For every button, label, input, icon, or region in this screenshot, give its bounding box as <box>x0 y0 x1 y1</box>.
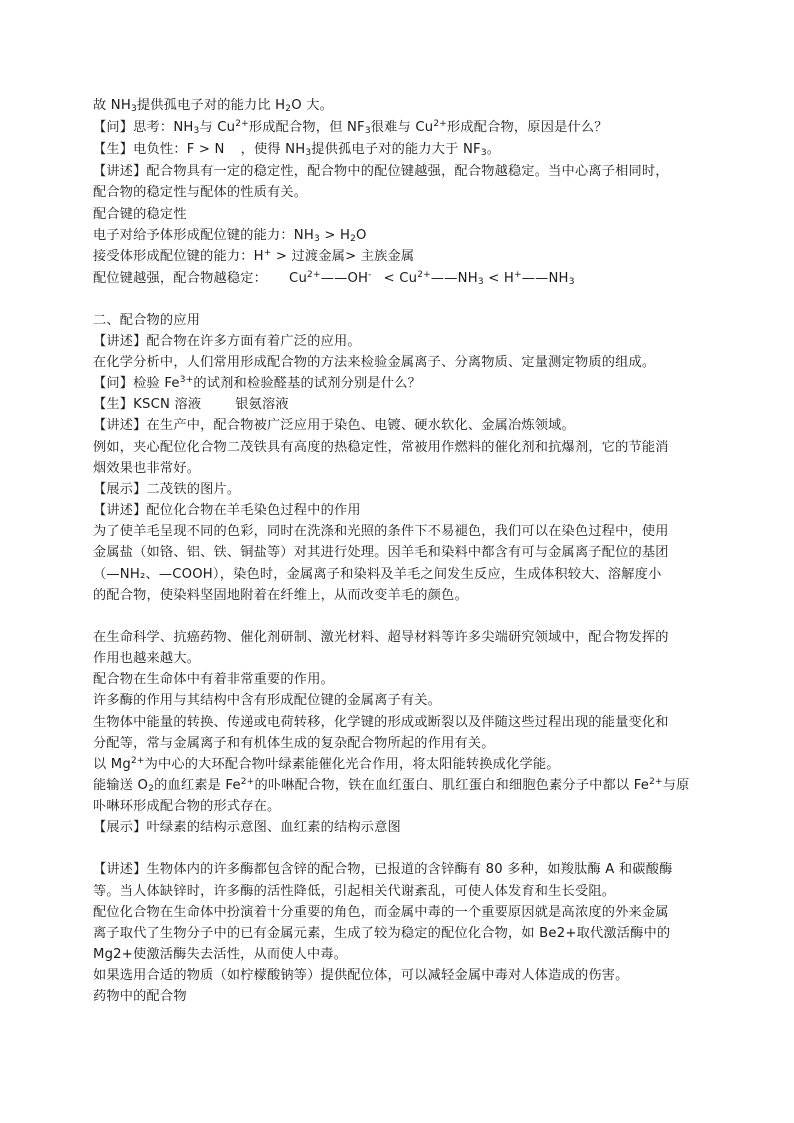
text-line: 配合物在生命体中有着非常重要的作用。 <box>93 672 334 687</box>
text-line: 配位化合物在生命体中扮演着十分重要的角色，而金属中毒的一个重要原因就是高浓度的外来金属 <box>93 905 669 920</box>
student-answer-line: 【生】电负性：F > N ，使得 $NH_3$提供孤电子对的能力大于 $NF_3$。 <box>93 142 501 158</box>
subheading: 药物中的配合物 <box>93 989 187 1004</box>
question-line: 【问】思考：$NH_3$与 $Cu^{2+}$形成配合物，但 $NF_3$很难与 $Cu^{2+}$形成配合物，原因是什么？ <box>93 119 608 136</box>
lecture-line: 【讲述】配合物具有一定的稳定性，配合物中的配位键越强，配合物越稳定。当中心离子相同时， <box>93 164 669 179</box>
text-line: 在化学分析中，人们常用形成配合物的方法来检验金属离子、分离物质、定量测定物质的组成。 <box>93 355 656 370</box>
lecture-line: 【讲述】配位化合物在羊毛染色过程中的作用 <box>93 503 361 518</box>
text-line: 能输送 $O_2$的血红素是 $Fe^{2+}$的卟啉配合物，铁在血红蛋白、肌红蛋白和细胞色素分子中都以 $Fe^{2+}$与原 <box>93 777 690 794</box>
display-line: 【展示】二茂铁的图片。 <box>93 482 241 497</box>
text-line: 等。当人体缺锌时，许多酶的活性降低，引起相关代谢紊乱，可使人体发育和生长受阻。 <box>93 884 616 899</box>
subheading: 配合键的稳定性 <box>93 207 187 222</box>
text-line: 烟效果也非常好。 <box>93 461 201 476</box>
text-line: 配合物的稳定性与配体的性质有关。 <box>93 185 308 200</box>
text-line: Mg2+使激活酶失去活性，从而使人中毒。 <box>93 947 348 962</box>
text-line: 离子取代了生物分子中的已有金属元素，生成了较为稳定的配位化合物，如 Be2+取代激活酶中的 <box>93 926 671 941</box>
text-line: 作用也越来越大。 <box>93 651 201 666</box>
text-line: 分配等，常与金属离子和有机体生成的复杂配合物所起的作用有关。 <box>93 736 495 751</box>
text-line: 如果选用合适的物质（如柠檬酸钠等）提供配位体，可以减轻金属中毒对人体造成的伤害。 <box>93 968 629 983</box>
text-line: （—NH₂、—COOH），染色时，金属离子和染料及羊毛之间发生反应，生成体积较大、溶解度小 <box>93 567 662 582</box>
text-line: 在生命科学、抗癌药物、催化剂研制、激光材料、超导材料等许多尖端研究领域中，配合物发挥的 <box>93 630 669 645</box>
text-line: 金属盐（如铬、铝、铁、铜盐等）对其进行处理。因羊毛和染料中都含有可与金属离子配位的基团 <box>93 545 669 560</box>
section-heading: 二、配合物的应用 <box>93 313 201 328</box>
text-line: 许多酶的作用与其结构中含有形成配位键的金属离子有关。 <box>93 693 442 708</box>
lecture-line: 【讲述】配合物在许多方面有着广泛的应用。 <box>93 334 361 349</box>
text-line: 卟啉环形成配合物的形式存在。 <box>93 799 281 814</box>
text-line: 故 $NH_3$提供孤电子对的能力比 $H_2O$ 大。 <box>93 98 333 114</box>
text-line: 生物体中能量的转换、传递或电荷转移，化学键的形成或断裂以及伴随这些过程出现的能量变化和 <box>93 715 669 730</box>
stability-formula-line: 配位键越强，配合物越稳定： $Cu^{2+}——OH^-$ < $Cu^{2+}——NH_3$ < $H^+——NH_3$ <box>93 270 575 287</box>
text-line: 电子对给予体形成配位键的能力：$NH_3 > H_2O$ <box>93 228 367 244</box>
text-line: 例如，夹心配位化合物二茂铁具有高度的热稳定性，常被用作燃料的催化剂和抗爆剂，它的节能消 <box>93 440 669 455</box>
lecture-line: 【讲述】生物体内的许多酶都包含锌的配合物，已报道的含锌酶有 80 多种，如羧肽酶 A 和碳酸酶 <box>93 862 673 877</box>
text-line: 的配合物，使染料坚固地附着在纤维上，从而改变羊毛的颜色。 <box>93 588 468 603</box>
text-line: 为了使羊毛呈现不同的色彩，同时在洗涤和光照的条件下不易褪色，我们可以在染色过程中，使用 <box>93 524 669 539</box>
lecture-line: 【讲述】在生产中，配合物被广泛应用于染色、电镀、硬水软化、金属冶炼领域。 <box>93 418 575 433</box>
display-line: 【展示】叶绿素的结构示意图、血红素的结构示意图 <box>93 820 401 835</box>
text-line: 接受体形成配位键的能力：H+ > 过渡金属> 主族金属 <box>93 248 415 264</box>
question-line: 【问】检验 $Fe^{3+}$的试剂和检验醛基的试剂分别是什么？ <box>93 375 421 391</box>
text-line: 以 $Mg^{2+}$为中心的大环配合物叶绿素能催化光合作用，将太阳能转换成化学能。 <box>93 756 560 772</box>
student-answer-line: 【生】KSCN 溶液 银氨溶液 <box>93 397 289 412</box>
